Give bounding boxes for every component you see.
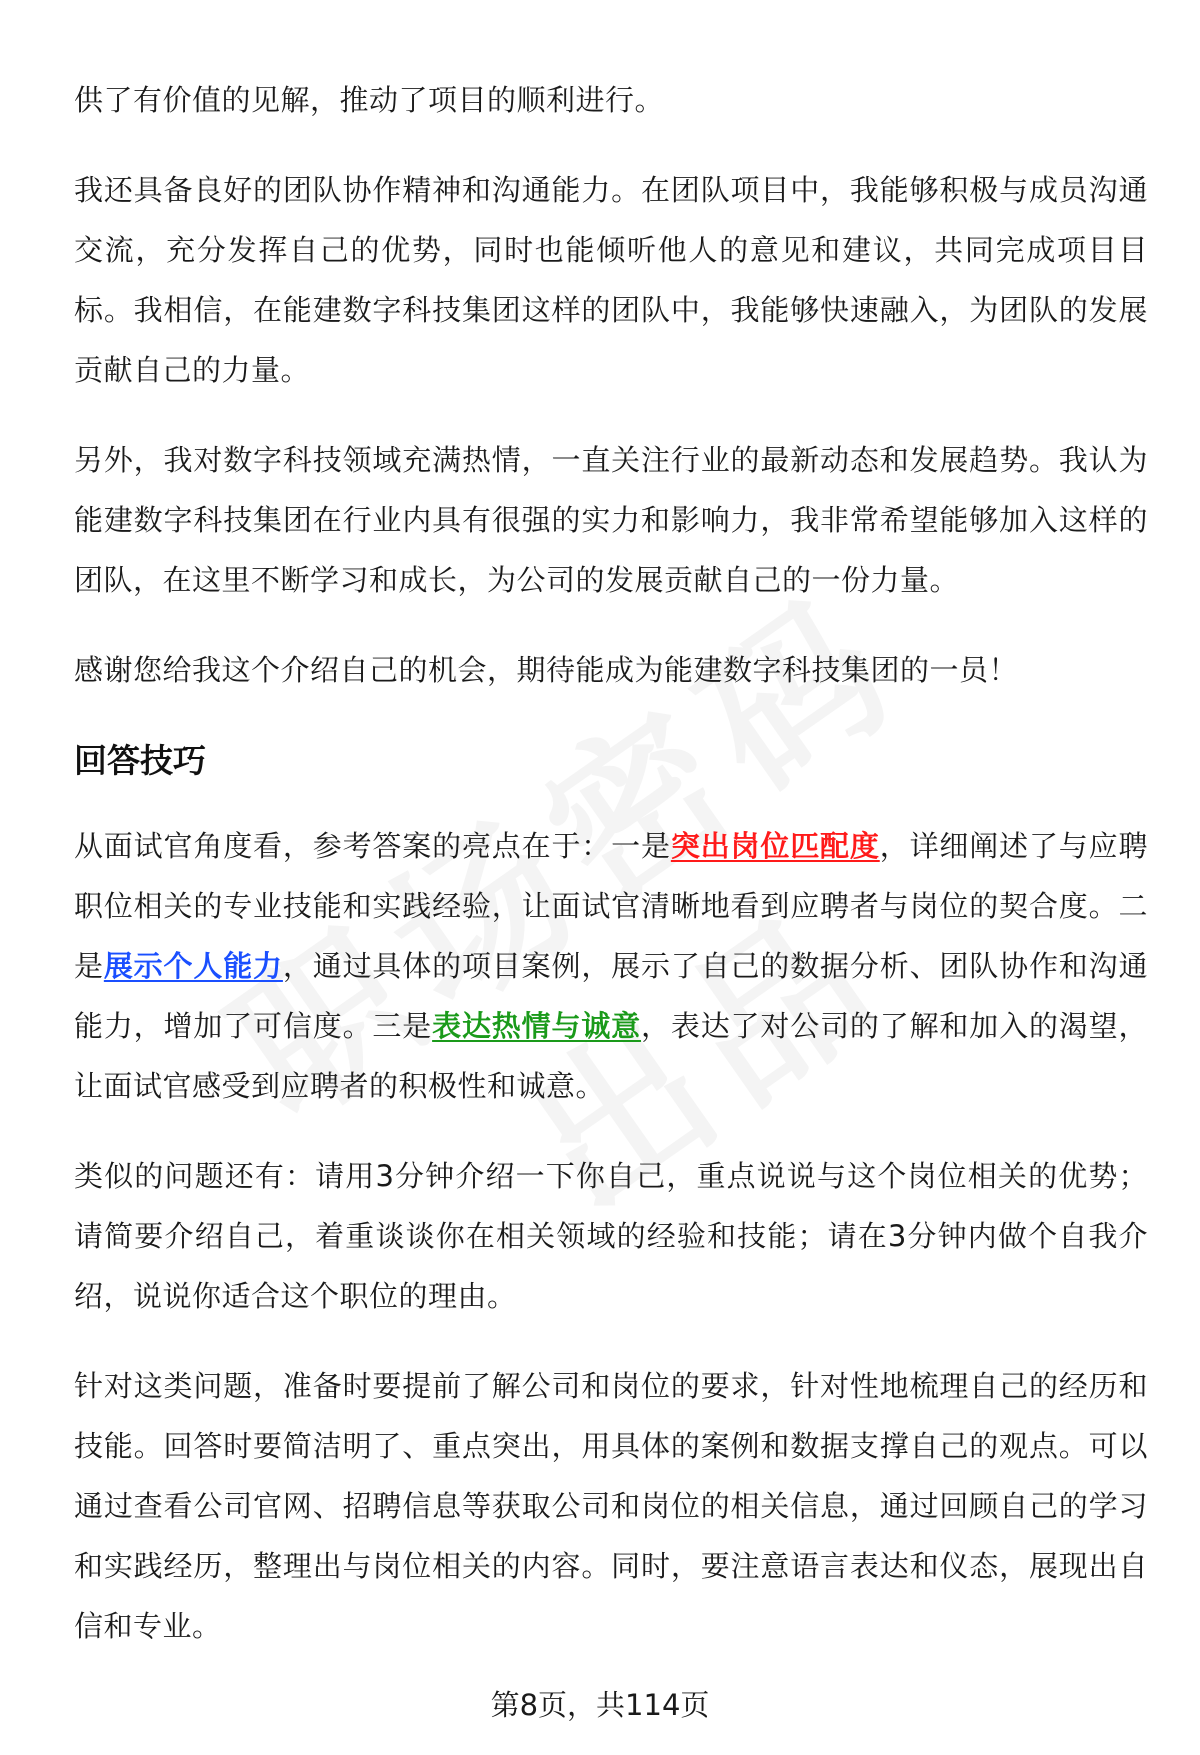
section-title: 回答技巧 [74, 741, 206, 780]
document-body [74, 70, 1148, 1686]
tips-paragraph-3: 针对这类问题，准备时要提前了解公司和岗位的要求，针对性地梳理自己的经历和技能。回答时要简洁明了、重点突出，用具体的案例和数据支撑自己的观点。可以通过查看公司官网、招聘信息等获取公司和岗位的相关信息，通过回顾自己的学习和实践经历，整理出与岗位相关的内容。同时，要注意语言表达和仪态，展现出自信和专业。 [74, 1369, 1148, 1643]
paragraph-1: 供了有价值的见解，推动了项目的顺利进行。 [74, 83, 665, 117]
paragraph-2: 我还具备良好的团队协作精神和沟通能力。在团队项目中，我能够积极与成员沟通交流，充分发挥自己的优势，同时也能倾听他人的意见和建议，共同完成项目目标。我相信，在能建数字科技集团这样的团队中，我能够快速融入，为团队的发展贡献自己的力量。 [74, 173, 1148, 387]
paragraph-4: 感谢您给我这个介绍自己的机会，期待能成为能建数字科技集团的一员！ [74, 653, 1019, 687]
tips-paragraph-1 [74, 816, 1148, 1116]
highlight-personal-ability: 展示个人能力 [103, 949, 283, 983]
highlight-enthusiasm: 表达热情与诚意 [432, 1009, 642, 1043]
page-number: 第8页，共114页 [490, 1688, 710, 1722]
tips-text-segment: 从面试官角度看，参考答案的亮点在于：一是 [74, 829, 671, 863]
highlight-job-match: 突出岗位匹配度 [670, 829, 880, 863]
tips-paragraph-2: 类似的问题还有：请用3分钟介绍一下你自己，重点说说与这个岗位相关的优势；请简要介绍自己，着重谈谈你在相关领域的经验和技能；请在3分钟内做个自我介绍，说说你适合这个职位的理由。 [74, 1159, 1148, 1313]
tips-text-segment: ，详细阐述了与应聘职位相关的专业技能和实践经验，让面试官清晰地看到应聘者与岗位的契合度。二是 [74, 829, 1148, 983]
tips-text-segment: ，表达了对公司的了解和加入的渴望，让面试官感受到应聘者的积极性和诚意。 [74, 1009, 1148, 1103]
tips-text-segment: ，通过具体的项目案例，展示了自己的数据分析、团队协作和沟通能力，增加了可信度。三是 [74, 949, 1148, 1043]
paragraph-3: 另外，我对数字科技领域充满热情，一直关注行业的最新动态和发展趋势。我认为能建数字科技集团在行业内具有很强的实力和影响力，我非常希望能够加入这样的团队，在这里不断学习和成长，为公司的发展贡献自己的一份力量。 [74, 443, 1148, 597]
